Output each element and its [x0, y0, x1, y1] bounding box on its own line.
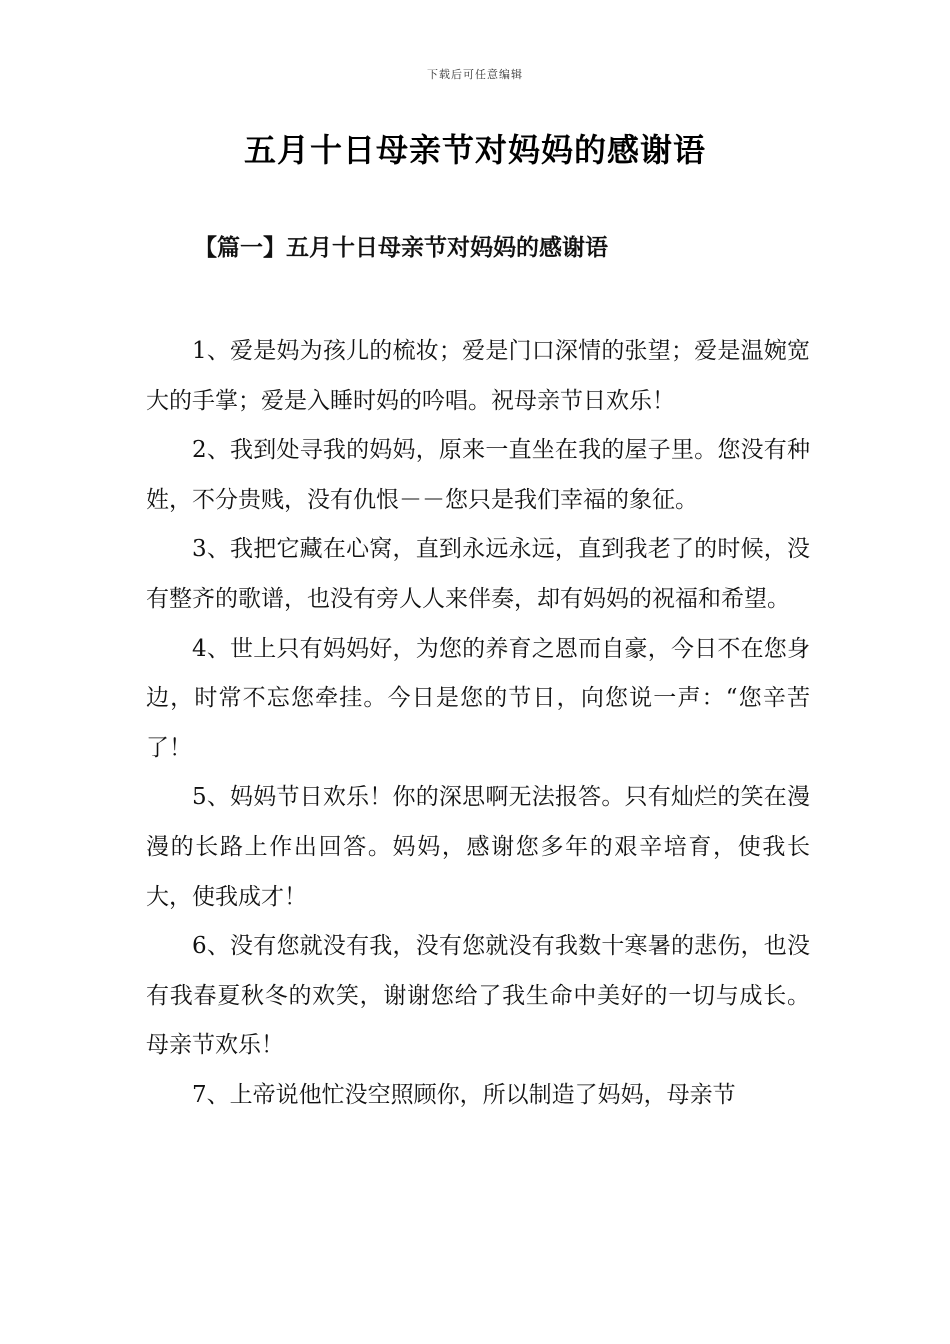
- paragraph-5: 5、妈妈节日欢乐！你的深思啊无法报答。只有灿烂的笑在漫漫的长路上作出回答。妈妈，感谢您多年的艰辛培育，使我长大，使我成才！: [146, 784, 810, 910]
- section-heading: 【篇一】五月十日母亲节对妈妈的感谢语: [194, 234, 608, 261]
- paragraph-4: 4、世上只有妈妈好，为您的养育之恩而自豪，今日不在您身边，时常不忘您牵挂。今日是您的节日，向您说一声：“您辛苦了！: [146, 635, 810, 761]
- document-title: 五月十日母亲节对妈妈的感谢语: [243, 131, 706, 169]
- paragraph-1: 1、爱是妈为孩儿的梳妆；爱是门口深情的张望；爱是温婉宽大的手掌；爱是入睡时妈的吟唱。祝母亲节日欢乐！: [146, 338, 810, 414]
- header-note: 下载后可任意编辑: [427, 68, 523, 81]
- paragraph-2: 2、我到处寻我的妈妈，原来一直坐在我的屋子里。您没有种姓，不分贵贱，没有仇恨－－您只是我们幸福的象征。: [146, 437, 810, 513]
- document-body: [146, 327, 810, 1121]
- paragraph-3: 3、我把它藏在心窝，直到永远永远，直到我老了的时候，没有整齐的歌谱，也没有旁人人来伴奏，却有妈妈的祝福和希望。: [146, 536, 810, 612]
- paragraph-7: 7、上帝说他忙没空照顾你，所以制造了妈妈，母亲节: [192, 1081, 736, 1108]
- paragraph-6: 6、没有您就没有我，没有您就没有我数十寒暑的悲伤，也没有我春夏秋冬的欢笑，谢谢您给了我生命中美好的一切与成长。母亲节欢乐！: [146, 933, 810, 1059]
